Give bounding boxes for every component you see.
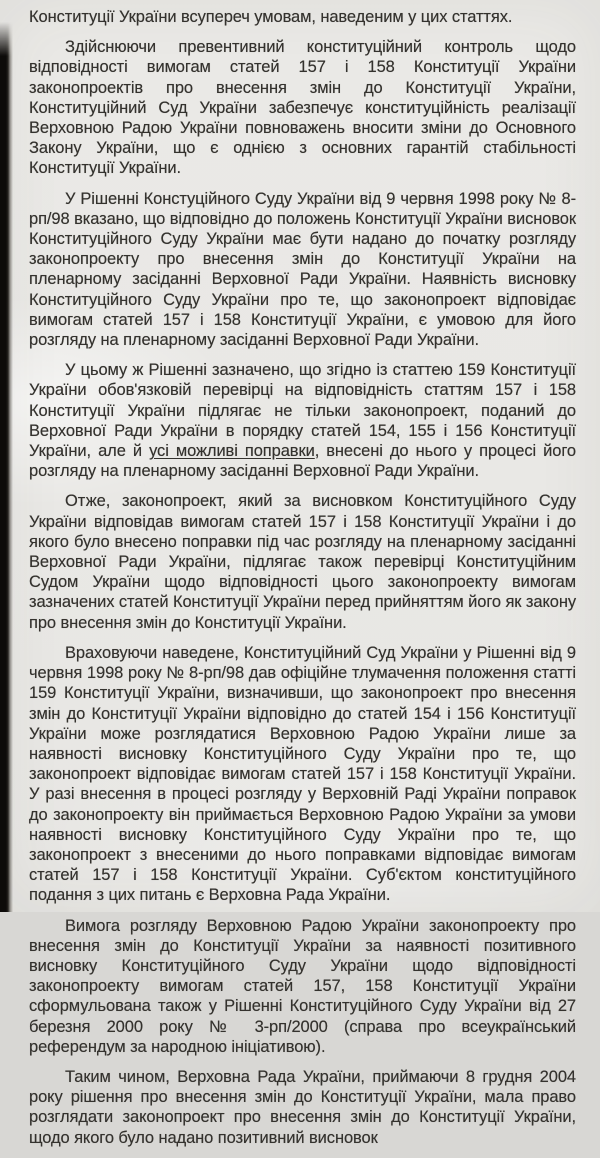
paragraph-continuation: Конституції України всупереч умовам, наведеним у цих статтях. [29, 8, 513, 26]
paragraph: У Рішенні Констуційного Суду України від 9 червня 1998 року № 8-рп/98 вказано, що відповідно до положень Конституції України висновок Конституційного Суду України має бути надано до початку розгляду законопроекту про внесення змін до Конституції України на пленарному засіданні Верховної Ради України. Наявність висновку Конституційного Суду України про те, що законопроект відповідає вимогам статей 157 і 158 Конституції України, є умовою для його розгляду на пленарному засіданні Верховної Ради України. [29, 189, 576, 350]
underlined-phrase: усі можливі поправки [149, 442, 315, 461]
paragraph [29, 360, 576, 481]
paragraph: Отже, законопроект, який за висновком Конституційного Суду України відповідав вимогам статей 157 і 158 Конституції України і до якого було внесено поправки під час розгляду на пленарному засіданні Верховної Ради України, підлягає також перевірці Конституційним Судом України щодо відповідності цього законопроекту вимогам зазначених статей Конституції України перед прийняттям його як закону про внесення змін до Конституції України. [29, 492, 576, 632]
document-text [29, 7, 576, 1158]
paragraph-text: , внесені до нього у процесі його розгляду на пленарному засіданні Верховної Ради України. [29, 442, 576, 481]
paragraph: Враховуючи наведене, Конституційний Суд України у Рішенні від 9 червня 1998 року № 8-рп/98 дав офіційне тлумачення положення статті 159 Конституції України, визначивши, що законопроект про внесення змін до Конституції України відповідно до статей 154 і 156 Конституції України може розглядатися Верховною Радою України лише за наявності висновку Конституційного Суду України про те, що законопроект відповідає вимогам статей 157 і 158 Конституції України. У разі внесення в процесі розгляду у Верховній Раді України поправок до законопроекту він приймається Верховною Радою України за умови наявності висновку Конституційного Суду України про те, що законопроект з внесеними до нього поправками відповідає вимогам статей 157 і 158 Конституції України. Суб'єктом конституційного подання з цих питань є Верховна Рада України. [29, 643, 576, 905]
paragraph: Здійснюючи превентивний конституційний контроль щодо відповідності вимогам статей 157 і 158 Конституції України законопроектів про внесення змін до Конституції України, Конституційний Суд України забезпечує конституційність реалізації Верховною Радою України повноважень вносити зміни до Основного Закону України, що є однією з основних гарантій стабільності Конституції України. [29, 38, 576, 178]
scanner-edge-artifact [0, 22, 13, 912]
paragraph-cutoff: Таким чином, Верховна Рада України, приймаючи 8 грудня 2004 року рішення про внесення змін до Конституції України, мала право розглядати законопроект про внесення змін до Конституції України, щодо якого було надано позитивний висновок [29, 1067, 576, 1147]
paragraph-text: У цьому ж Рішенні зазначено, що згідно із статтею 159 Конституції України обов'язковій перевірці на відповідність статтям 157 і 158 Конституції України підлягає не тільки законопроект, поданий до Верховної Ради України в порядку статей 154, 155 і 156 Конституції України, але й [29, 361, 576, 461]
paragraph: Вимога розгляду Верховною Радою України законопроекту про внесення змін до Конституції України за наявності позитивного висновку Конституційного Суду України щодо відповідності законопроекту вимогам статей 157, 158 Конституції України сформульована також у Рішенні Конституційного Суду України від 27 березня 2000 року № 3-рп/2000 (справа про всеукраїнський референдум за народною ініціативою). [29, 916, 576, 1056]
